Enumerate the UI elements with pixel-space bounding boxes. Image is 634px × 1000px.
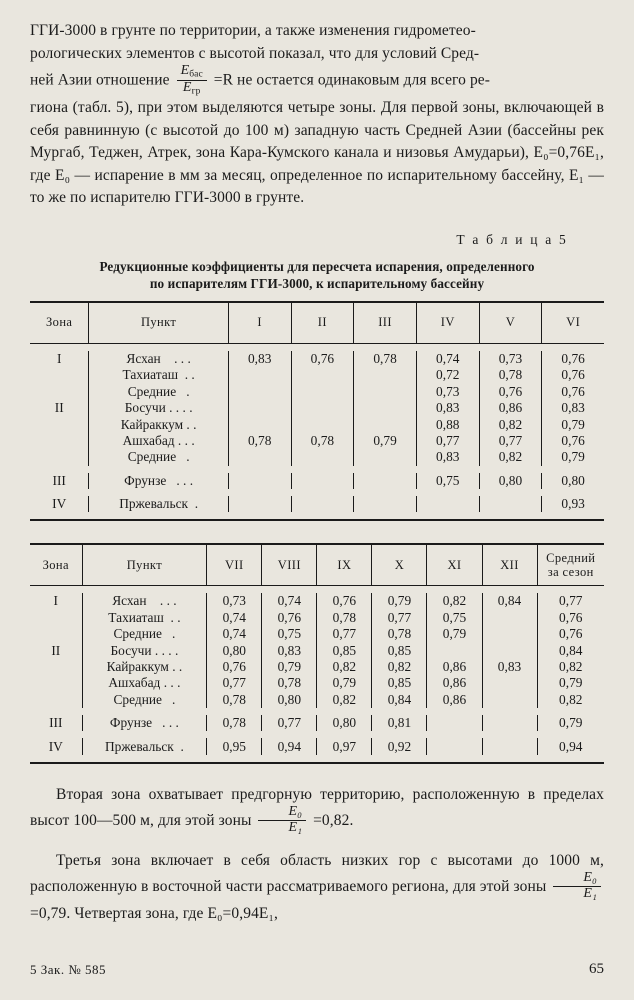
col-header-iv: IV <box>416 302 479 344</box>
col-header-season-line-2: за сезон <box>547 565 594 580</box>
cell-value: 0,85 <box>372 675 427 691</box>
cell-value: 0,74 <box>262 593 317 609</box>
table-row <box>30 692 604 708</box>
table-row <box>30 400 604 416</box>
cell-point: Тахиаташ . . <box>89 367 228 383</box>
cell-value <box>482 715 537 731</box>
table-row <box>30 433 604 449</box>
cell-value-season: 0,84 <box>537 642 604 658</box>
cell-zone: II <box>30 400 89 416</box>
cell-value <box>354 473 417 489</box>
cell-value: 0,95 <box>207 738 262 754</box>
cell-value: 0,74 <box>416 351 479 367</box>
cell-point: Кайраккум . . <box>89 416 228 432</box>
cell-value <box>291 449 354 465</box>
cell-zone: III <box>30 715 82 731</box>
col-header-vi: VI <box>542 302 604 344</box>
cell-value <box>291 384 354 400</box>
cell-zone: II <box>30 642 82 658</box>
cell-value <box>354 367 417 383</box>
fraction-denominator: E₁ <box>258 820 306 836</box>
cell-zone <box>30 626 82 642</box>
cell-value: 0,76 <box>291 351 354 367</box>
para-line-1: ГГИ-3000 в грунте по территории, а также изменения гидрометео- <box>30 22 476 39</box>
cell-value: 0,92 <box>372 738 427 754</box>
table-row <box>30 416 604 432</box>
paragraph-zone-2-text-b: =0,82. <box>313 812 354 830</box>
table-row <box>30 738 604 754</box>
fraction-e0-e1-zone2 <box>258 805 306 835</box>
cell-value <box>228 367 291 383</box>
cell-value-season: 0,79 <box>537 675 604 691</box>
table-row <box>30 384 604 400</box>
cell-value: 0,93 <box>542 496 604 512</box>
table-spacer-row <box>30 755 604 763</box>
cell-value: 0,78 <box>317 610 372 626</box>
col-header-season-line-1: Средний <box>546 551 596 566</box>
cell-zone <box>30 367 89 383</box>
cell-value: 0,79 <box>317 675 372 691</box>
cell-value: 0,83 <box>542 400 604 416</box>
col-header-ii: II <box>291 302 354 344</box>
cell-value: 0,85 <box>372 642 427 658</box>
cell-value <box>354 496 417 512</box>
cell-value: 0,78 <box>479 367 542 383</box>
cell-zone <box>30 659 82 675</box>
cell-value-season: 0,82 <box>537 692 604 708</box>
paragraph-zone-2-text-a: Вторая зона охватывает предгорную территорию, расположенную в пределах высот 100—500 м, для этой зоны <box>30 785 604 830</box>
col-header-iii: III <box>354 302 417 344</box>
fraction-denominator: $E_{гр}$ <box>177 80 207 97</box>
cell-value <box>291 400 354 416</box>
cell-value: 0,75 <box>427 610 482 626</box>
cell-value: 0,77 <box>416 433 479 449</box>
cell-value: 0,73 <box>207 593 262 609</box>
cell-value <box>228 416 291 432</box>
cell-value <box>228 400 291 416</box>
cell-value: 0,82 <box>479 449 542 465</box>
table-row <box>30 659 604 675</box>
cell-value <box>228 496 291 512</box>
table-title-line-1: Редукционные коэффициенты для пересчета испарения, определенного <box>99 258 535 274</box>
cell-point: Средние . <box>82 626 207 642</box>
cell-value: 0,77 <box>317 626 372 642</box>
cell-point: Тахиаташ . . <box>82 610 207 626</box>
table-row <box>30 642 604 658</box>
cell-value <box>416 496 479 512</box>
table-months-1-6 <box>30 301 604 522</box>
fraction-numerator: E₀ <box>583 870 598 886</box>
cell-value: 0,83 <box>262 642 317 658</box>
col-header-zone: Зона <box>30 544 82 586</box>
cell-point: Фрунзе . . . <box>82 715 207 731</box>
cell-point: Средние . <box>89 384 228 400</box>
cell-value: 0,76 <box>542 433 604 449</box>
cell-point: Пржевальск . <box>89 496 228 512</box>
cell-value-season: 0,76 <box>537 610 604 626</box>
fraction-denominator: E₁ <box>553 886 601 902</box>
cell-value: 0,97 <box>317 738 372 754</box>
cell-zone: I <box>30 593 82 609</box>
col-header-season-average <box>537 544 604 586</box>
cell-value: 0,78 <box>291 433 354 449</box>
table-months-7-12 <box>30 543 604 764</box>
cell-value <box>482 626 537 642</box>
table-header-row <box>30 302 604 344</box>
cell-zone <box>30 384 89 400</box>
cell-value <box>354 449 417 465</box>
cell-value <box>482 610 537 626</box>
table-row <box>30 496 604 512</box>
cell-value: 0,74 <box>207 626 262 642</box>
cell-value: 0,82 <box>372 659 427 675</box>
table-row <box>30 610 604 626</box>
cell-point: Кайраккум . . <box>82 659 207 675</box>
cell-point: Средние . <box>82 692 207 708</box>
cell-point: Ясхан . . . <box>89 351 228 367</box>
cell-value <box>427 738 482 754</box>
cell-value: 0,83 <box>228 351 291 367</box>
cell-value: 0,79 <box>262 659 317 675</box>
paragraph-zone-3 <box>30 850 604 925</box>
cell-value: 0,78 <box>207 692 262 708</box>
fraction-e0-e1-zone3 <box>553 871 601 901</box>
cell-point: Босучи . . . . <box>82 642 207 658</box>
cell-value <box>479 496 542 512</box>
cell-point: Ясхан . . . <box>82 593 207 609</box>
cell-value: 0,86 <box>427 692 482 708</box>
cell-value: 0,73 <box>416 384 479 400</box>
col-header-viii: VIII <box>262 544 317 586</box>
cell-value: 0,88 <box>416 416 479 432</box>
table-row <box>30 626 604 642</box>
table-spacer-row <box>30 512 604 520</box>
table-row <box>30 715 604 731</box>
col-header-point: Пункт <box>89 302 228 344</box>
cell-value: 0,83 <box>416 400 479 416</box>
cell-value: 0,77 <box>372 610 427 626</box>
cell-value: 0,79 <box>354 433 417 449</box>
cell-value: 0,86 <box>427 675 482 691</box>
table-row <box>30 593 604 609</box>
cell-value: 0,84 <box>482 593 537 609</box>
cell-point: Средние . <box>89 449 228 465</box>
table-row <box>30 675 604 691</box>
col-header-xi: XI <box>427 544 482 586</box>
cell-value: 0,76 <box>542 384 604 400</box>
cell-value: 0,80 <box>207 642 262 658</box>
table-title <box>30 258 604 292</box>
cell-value <box>354 400 417 416</box>
cell-value <box>482 692 537 708</box>
col-header-xii: XII <box>482 544 537 586</box>
cell-value: 0,83 <box>416 449 479 465</box>
cell-point: Ашхабад . . . <box>89 433 228 449</box>
cell-value: 0,77 <box>262 715 317 731</box>
cell-value <box>228 473 291 489</box>
cell-value: 0,86 <box>427 659 482 675</box>
para-line-3 <box>30 65 604 97</box>
table-row <box>30 473 604 489</box>
cell-value: 0,83 <box>482 659 537 675</box>
table-row <box>30 449 604 465</box>
cell-zone <box>30 692 82 708</box>
cell-value: 0,85 <box>317 642 372 658</box>
cell-value-season: 0,77 <box>537 593 604 609</box>
cell-zone: III <box>30 473 89 489</box>
table-number: Т а б л и ц а 5 <box>456 231 568 247</box>
table-spacer-row <box>30 466 604 473</box>
cell-value: 0,79 <box>427 626 482 642</box>
cell-value: 0,80 <box>317 715 372 731</box>
signature-mark: 5 Зак. № 585 <box>30 962 107 977</box>
cell-value <box>291 496 354 512</box>
page-footer <box>30 961 604 978</box>
cell-value <box>291 416 354 432</box>
cell-value <box>228 449 291 465</box>
cell-value: 0,76 <box>317 593 372 609</box>
page-number: 65 <box>589 961 604 977</box>
table-spacer-row <box>30 708 604 715</box>
cell-value: 0,79 <box>372 593 427 609</box>
table-row <box>30 351 604 367</box>
paragraph-zone-3-text-b: =0,79. Четвертая зона, где E₀=0,94E₁, <box>30 904 278 922</box>
table-spacer-row <box>30 343 604 351</box>
col-header-v: V <box>479 302 542 344</box>
para-line-3-text-a: ней Азии отношение <box>30 71 170 89</box>
cell-value: 0,76 <box>479 384 542 400</box>
cell-value-season: 0,79 <box>537 715 604 731</box>
cell-value-season: 0,82 <box>537 659 604 675</box>
cell-value: 0,86 <box>479 400 542 416</box>
cell-value <box>354 416 417 432</box>
cell-value: 0,78 <box>262 675 317 691</box>
cell-value: 0,84 <box>372 692 427 708</box>
cell-zone <box>30 449 89 465</box>
cell-value <box>291 473 354 489</box>
cell-value: 0,82 <box>317 659 372 675</box>
cell-value: 0,78 <box>207 715 262 731</box>
table-spacer-row <box>30 489 604 496</box>
cell-zone: I <box>30 351 89 367</box>
cell-point: Ашхабад . . . <box>82 675 207 691</box>
paragraph-continuation <box>30 20 604 210</box>
cell-value: 0,76 <box>542 367 604 383</box>
cell-value <box>291 367 354 383</box>
cell-value-season: 0,76 <box>537 626 604 642</box>
paragraph-zone-3-text-a: Третья зона включает в себя область низких гор с высотами до 1000 м, расположенную в восточной части рассматриваемого региона, для этой зоны <box>30 851 604 895</box>
cell-value: 0,72 <box>416 367 479 383</box>
cell-value: 0,78 <box>354 351 417 367</box>
cell-zone <box>30 433 89 449</box>
cell-zone <box>30 416 89 432</box>
para-line-3-text-b: =R не остается одинаковым для всего ре- <box>213 71 491 89</box>
fraction-numerator: E₀ <box>288 804 303 820</box>
para-rest: гиона (табл. 5), при этом выделяются четыре зоны. Для первой зоны, включающей в себя равнинную (с высотой до 100 м) западную часть Средней Азии (бассейны рек Мургаб, Теджен, Атрек, зона Кара-Кумского канала и низовья Амударьи), E₀=0,76E₁, где E₀ — испарение в мм за месяц, определенное по испарительному бассейну, E₁ — то же по испарителю ГГИ-3000 в грунте. <box>30 99 604 207</box>
cell-value: 0,79 <box>542 449 604 465</box>
cell-value: 0,81 <box>372 715 427 731</box>
cell-value: 0,82 <box>317 692 372 708</box>
cell-value: 0,78 <box>228 433 291 449</box>
cell-value <box>228 384 291 400</box>
cell-point: Фрунзе . . . <box>89 473 228 489</box>
cell-value <box>482 738 537 754</box>
col-header-vii: VII <box>207 544 262 586</box>
table-spacer-row <box>30 586 604 594</box>
cell-value <box>427 642 482 658</box>
col-header-ix: IX <box>317 544 372 586</box>
cell-point: Пржевальск . <box>82 738 207 754</box>
cell-value-season: 0,94 <box>537 738 604 754</box>
table-title-line-2: по испарителям ГГИ-3000, к испарительному бассейну <box>149 275 485 291</box>
cell-value: 0,80 <box>479 473 542 489</box>
cell-value: 0,76 <box>542 351 604 367</box>
col-header-x: X <box>372 544 427 586</box>
cell-value: 0,78 <box>372 626 427 642</box>
cell-value: 0,76 <box>207 659 262 675</box>
col-header-point: Пункт <box>82 544 207 586</box>
cell-value <box>482 675 537 691</box>
cell-value: 0,77 <box>207 675 262 691</box>
cell-value <box>427 715 482 731</box>
cell-value: 0,82 <box>427 593 482 609</box>
cell-value <box>354 384 417 400</box>
fraction-ebas-egr <box>177 64 207 96</box>
cell-zone: IV <box>30 738 82 754</box>
cell-value: 0,79 <box>542 416 604 432</box>
paragraph-zone-2 <box>30 784 604 837</box>
cell-value: 0,73 <box>479 351 542 367</box>
cell-value: 0,75 <box>416 473 479 489</box>
cell-value: 0,75 <box>262 626 317 642</box>
cell-value: 0,77 <box>479 433 542 449</box>
fraction-numerator: $E_{бас}$ <box>180 63 203 80</box>
cell-value <box>482 642 537 658</box>
cell-value: 0,80 <box>262 692 317 708</box>
cell-point: Босучи . . . . <box>89 400 228 416</box>
table-row <box>30 367 604 383</box>
col-header-i: I <box>228 302 291 344</box>
cell-value: 0,76 <box>262 610 317 626</box>
cell-zone: IV <box>30 496 89 512</box>
para-line-2: рологических элементов с высотой показал, что для условий Сред- <box>30 44 480 62</box>
cell-value: 0,82 <box>479 416 542 432</box>
cell-zone <box>30 610 82 626</box>
cell-value: 0,74 <box>207 610 262 626</box>
cell-value: 0,94 <box>262 738 317 754</box>
cell-zone <box>30 675 82 691</box>
table-header-row <box>30 544 604 586</box>
col-header-zone: Зона <box>30 302 89 344</box>
cell-value: 0,80 <box>542 473 604 489</box>
table-spacer-row <box>30 731 604 738</box>
